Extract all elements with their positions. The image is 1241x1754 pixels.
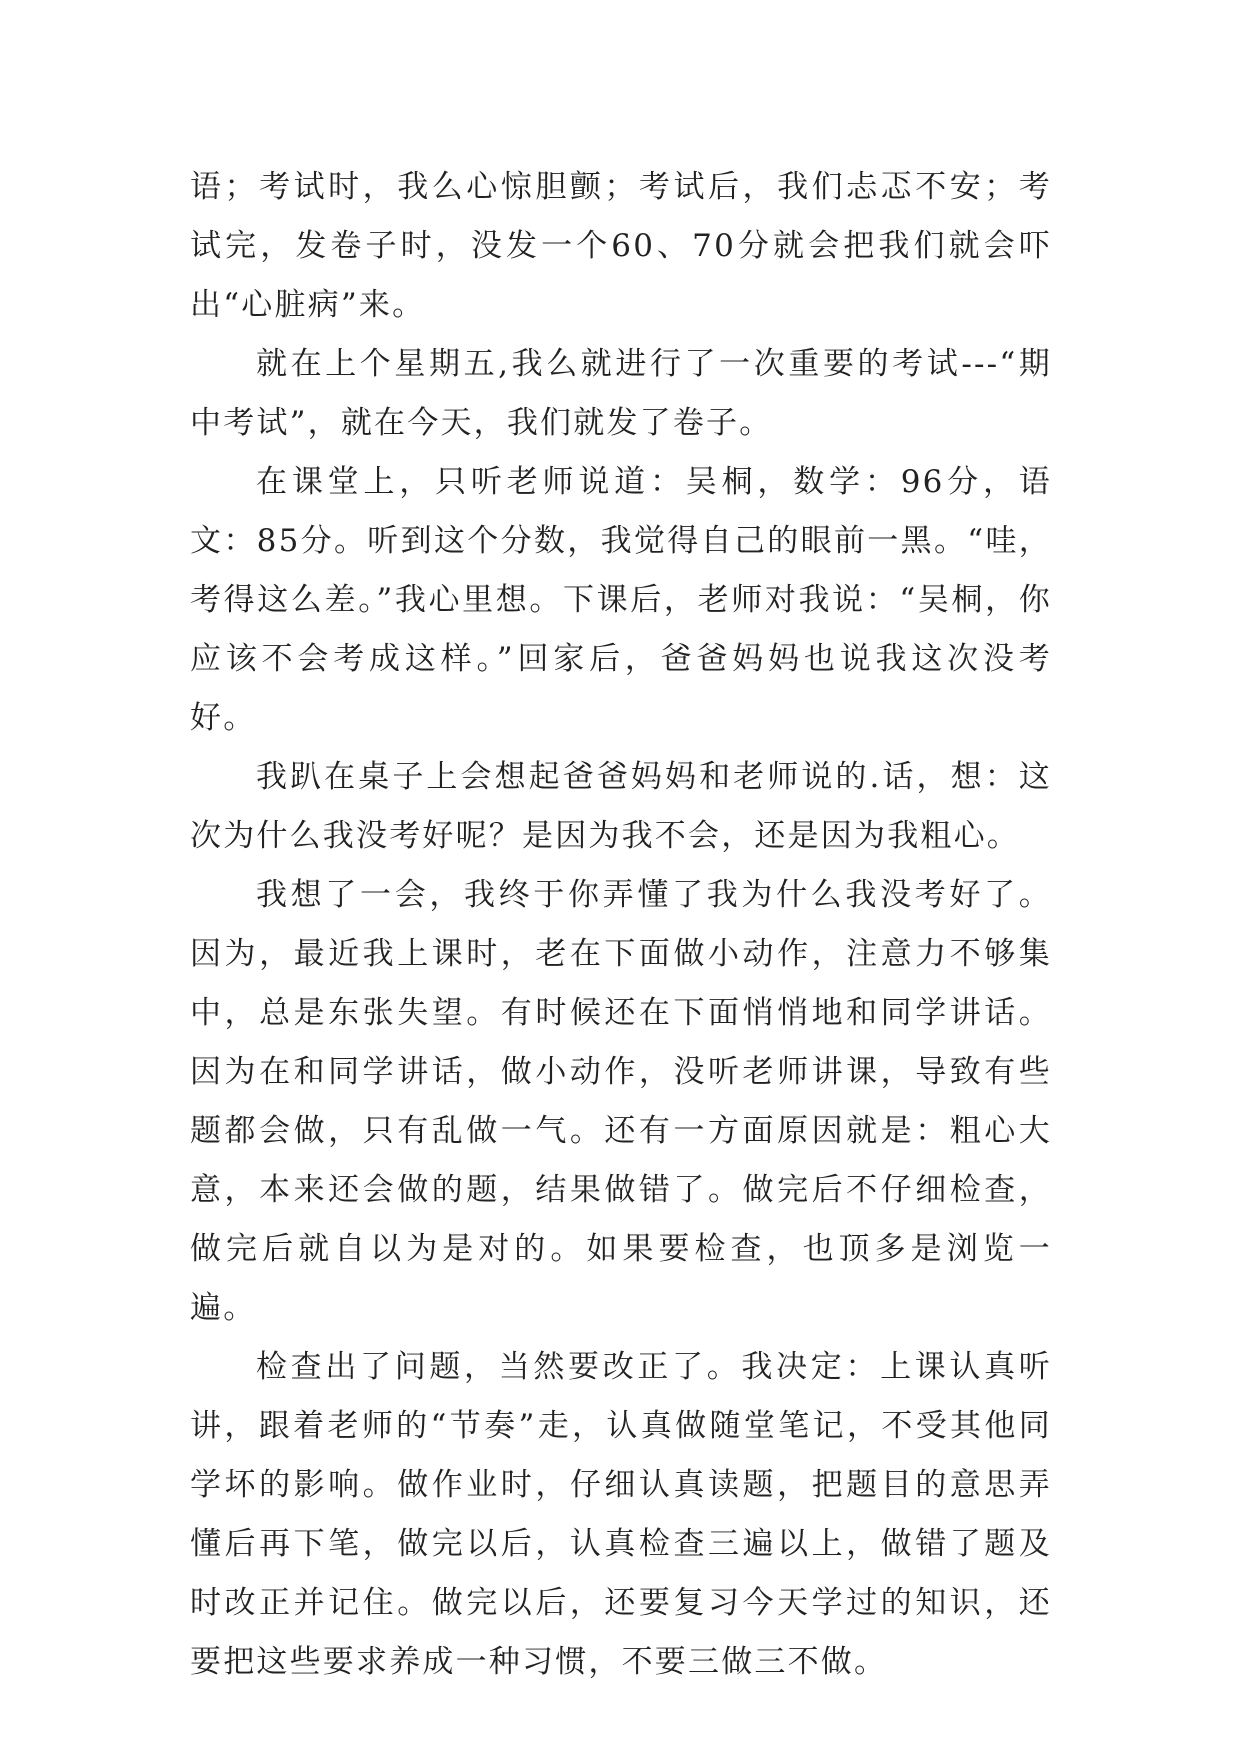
paragraph-5: 我想了一会，我终于你弄懂了我为什么我没考好了。因为，最近我上课时，老在下面做小动作，注意力不够集中，总是东张失望。有时候还在下面悄悄地和同学讲话。因为在和同学讲话，做小动作，没听老师讲课，导致有些题都会做，只有乱做一气。还有一方面原因就是：粗心大意，本来还会做的题，结果做错了。做完后不仔细检查，做完后就自以为是对的。如果要检查，也顶多是浏览一遍。 [190, 877, 1052, 1326]
paragraph-6: 检查出了问题，当然要改正了。我决定：上课认真听讲，跟着老师的“节奏”走，认真做随堂笔记，不受其他同学坏的影响。做作业时，仔细认真读题，把题目的意思弄懂后再下笔，做完以后，认真检查三遍以上，做错了题及时改正并记住。做完以后，还要复习今天学过的知识，还要把这些要求养成一种习惯，不要三做三不做。 [190, 1349, 1052, 1680]
paragraph-1: 语；考试时，我么心惊胆颤；考试后，我们忐忑不安；考试完，发卷子时，没发一个60、70分就会把我们就会吓出“心脏病”来。 [190, 169, 1052, 323]
document-body [190, 158, 1052, 1692]
paragraph-4: 我趴在桌子上会想起爸爸妈妈和老师说的.话，想：这次为什么我没考好呢？是因为我不会，还是因为我粗心。 [190, 759, 1052, 854]
paragraph-2: 就在上个星期五,我么就进行了一次重要的考试---“期中考试”，就在今天，我们就发了卷子。 [190, 346, 1052, 441]
paragraph-3: 在课堂上，只听老师说道：吴桐，数学：96分，语文：85分。听到这个分数，我觉得自己的眼前一黑。“哇，考得这么差。”我心里想。下课后，老师对我说：“吴桐，你应该不会考成这样。”回家后，爸爸妈妈也说我这次没考好。 [190, 464, 1052, 736]
